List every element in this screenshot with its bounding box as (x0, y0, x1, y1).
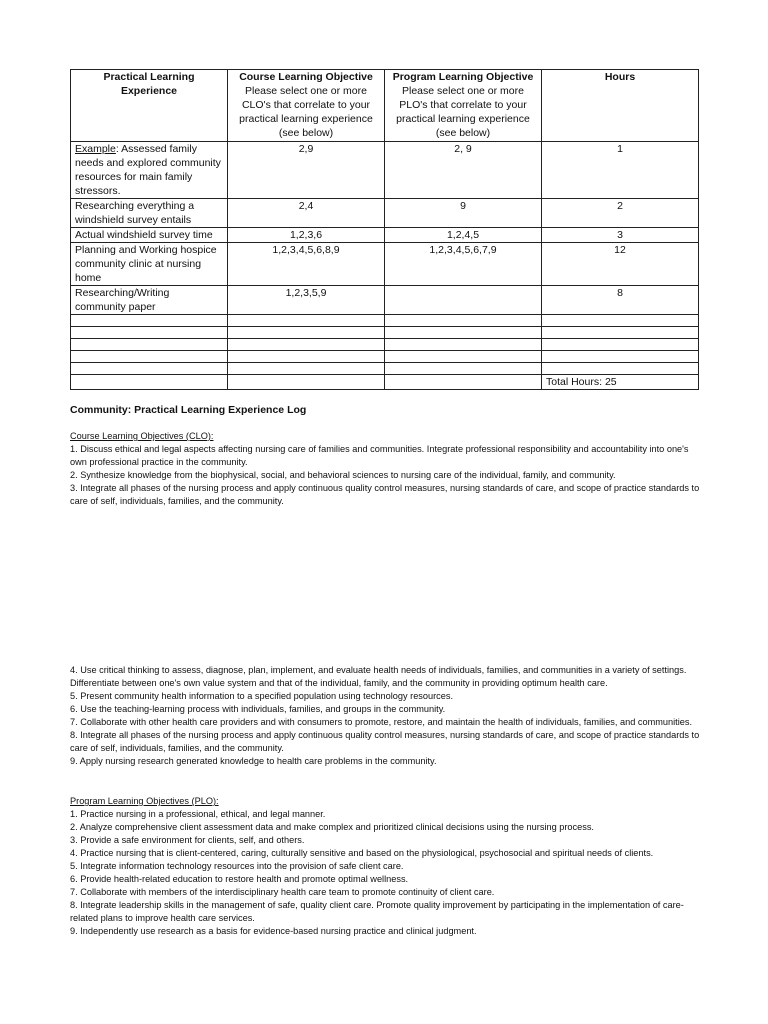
clo-item: 7. Collaborate with other health care providers and with consumers to promote, restore, and maintain the health of individuals, families, and communities. (70, 717, 693, 727)
clo-cell[interactable]: 2,9 (228, 142, 385, 199)
experience-text: : Assessed family needs and explored community resources for main family stressors. (75, 143, 221, 197)
table-row (71, 228, 699, 243)
empty-cell[interactable] (228, 351, 385, 363)
plo-heading: Program Learning Objectives (PLO): (70, 796, 219, 806)
empty-cell[interactable] (71, 339, 228, 351)
clo-cell[interactable]: 1,2,3,4,5,6,8,9 (228, 243, 385, 286)
clo-item: 3. Integrate all phases of the nursing process and apply continuous quality control measures, nursing standards of care, and scope of practice standards to care of self, individuals, families, and the community. (70, 483, 700, 506)
hours-cell[interactable]: 1 (542, 142, 699, 199)
plo-item: 2. Analyze comprehensive client assessment data and make complex and prioritized clinical decisions using the nursing process. (70, 822, 594, 832)
table-header-row (71, 70, 699, 142)
empty-cell[interactable] (385, 339, 542, 351)
hours-cell[interactable]: 3 (542, 228, 699, 243)
header-experience (71, 70, 228, 142)
empty-table-row (71, 351, 699, 363)
table-row (71, 142, 699, 199)
empty-cell[interactable] (228, 363, 385, 375)
empty-cell[interactable] (385, 315, 542, 327)
clo-cell[interactable]: 2,4 (228, 199, 385, 228)
clo-section-part2 (70, 664, 700, 768)
clo-cell[interactable]: 1,2,3,6 (228, 228, 385, 243)
empty-cell[interactable] (71, 375, 228, 390)
experience-cell[interactable]: Researching/Writing community paper (71, 286, 228, 315)
clo-item: 1. Discuss ethical and legal aspects affecting nursing care of families and communities. Integrate professional responsibility and accountability into one's own professional practice in the community. (70, 444, 689, 467)
empty-cell[interactable] (71, 315, 228, 327)
empty-cell[interactable] (542, 327, 699, 339)
header-plo-instructions: Please select one or more PLO's that correlate to your practical learning experience (see below) (396, 85, 530, 139)
empty-cell[interactable] (542, 315, 699, 327)
empty-cell[interactable] (71, 351, 228, 363)
empty-cell[interactable] (542, 363, 699, 375)
hours-cell[interactable]: 8 (542, 286, 699, 315)
clo-item: 4. Use critical thinking to assess, diagnose, plan, implement, and evaluate health needs of individuals, families, and communities in a variety of settings. Differentiate between one's own value system and that of the individual, family, and the community in providing optimum health care. (70, 665, 687, 688)
header-hours-title: Hours (604, 71, 636, 83)
plo-section (70, 795, 700, 938)
experience-cell[interactable]: Planning and Working hospice community clinic at nursing home (71, 243, 228, 286)
clo-heading: Course Learning Objectives (CLO): (70, 431, 214, 441)
header-clo-title: Course Learning Objective (239, 71, 373, 83)
empty-cell[interactable] (71, 327, 228, 339)
plo-item: 3. Provide a safe environment for clients, self, and others. (70, 835, 305, 845)
empty-table-row (71, 327, 699, 339)
total-row (71, 375, 699, 390)
empty-cell[interactable] (385, 327, 542, 339)
clo-section-part1 (70, 430, 700, 508)
table-row (71, 243, 699, 286)
plo-cell[interactable]: 1,2,3,4,5,6,7,9 (385, 243, 542, 286)
clo-item: 6. Use the teaching-learning process with individuals, families, and groups in the community. (70, 704, 446, 714)
plo-item: 4. Practice nursing that is client-centered, caring, culturally sensitive and based on the physiological, psychosocial and spiritual needs of clients. (70, 848, 654, 858)
clo-item: 8. Integrate all phases of the nursing process and apply continuous quality control measures, nursing standards of care, and scope of practice standards to care of self, individuals, families, and the community. (70, 730, 700, 753)
empty-cell[interactable] (228, 375, 385, 390)
experience-cell[interactable] (71, 142, 228, 199)
clo-item: 2. Synthesize knowledge from the biophysical, social, and behavioral sciences to nursing care of the individual, family, and community. (70, 470, 616, 480)
header-hours (542, 70, 699, 142)
table-row (71, 286, 699, 315)
example-label: Example (75, 143, 116, 155)
header-plo (385, 70, 542, 142)
clo-item: 9. Apply nursing research generated knowledge to health care problems in the community. (70, 756, 437, 766)
header-plo-title: Program Learning Objective (392, 71, 534, 83)
empty-cell[interactable] (542, 351, 699, 363)
header-clo-instructions: Please select one or more CLO's that correlate to your practical learning experience (see below) (239, 85, 373, 139)
plo-item: 7. Collaborate with members of the interdisciplinary health care team to promote continuity of client care. (70, 887, 495, 897)
practical-learning-log-table (70, 69, 699, 390)
header-experience-title: Practical Learning Experience (103, 71, 195, 97)
plo-cell[interactable] (385, 286, 542, 315)
empty-cell[interactable] (385, 351, 542, 363)
plo-item: 1. Practice nursing in a professional, ethical, and legal manner. (70, 809, 326, 819)
plo-cell[interactable]: 9 (385, 199, 542, 228)
header-clo (228, 70, 385, 142)
experience-cell[interactable]: Actual windshield survey time (71, 228, 228, 243)
empty-cell[interactable] (71, 363, 228, 375)
clo-cell[interactable]: 1,2,3,5,9 (228, 286, 385, 315)
empty-cell[interactable] (385, 363, 542, 375)
empty-cell[interactable] (228, 327, 385, 339)
empty-table-row (71, 315, 699, 327)
hours-cell[interactable]: 2 (542, 199, 699, 228)
empty-cell[interactable] (542, 339, 699, 351)
table-row (71, 199, 699, 228)
empty-cell[interactable] (228, 315, 385, 327)
plo-cell[interactable]: 1,2,4,5 (385, 228, 542, 243)
empty-table-row (71, 339, 699, 351)
plo-item: 8. Integrate leadership skills in the management of safe, quality client care. Promote quality improvement by participating in the implementation of care-related plans to improve health care services. (70, 900, 684, 923)
empty-cell[interactable] (228, 339, 385, 351)
plo-cell[interactable]: 2, 9 (385, 142, 542, 199)
total-hours-cell[interactable]: Total Hours: 25 (542, 375, 699, 390)
plo-item: 9. Independently use research as a basis for evidence-based nursing practice and clinical judgment. (70, 926, 477, 936)
clo-item: 5. Present community health information to a specified population using technology resources. (70, 691, 454, 701)
log-title: Community: Practical Learning Experience Log (70, 404, 307, 416)
experience-cell[interactable]: Researching everything a windshield survey entails (71, 199, 228, 228)
plo-item: 6. Provide health-related education to restore health and promote optimal wellness. (70, 874, 409, 884)
plo-item: 5. Integrate information technology resources into the provision of safe client care. (70, 861, 404, 871)
empty-table-row (71, 363, 699, 375)
hours-cell[interactable]: 12 (542, 243, 699, 286)
empty-cell[interactable] (385, 375, 542, 390)
